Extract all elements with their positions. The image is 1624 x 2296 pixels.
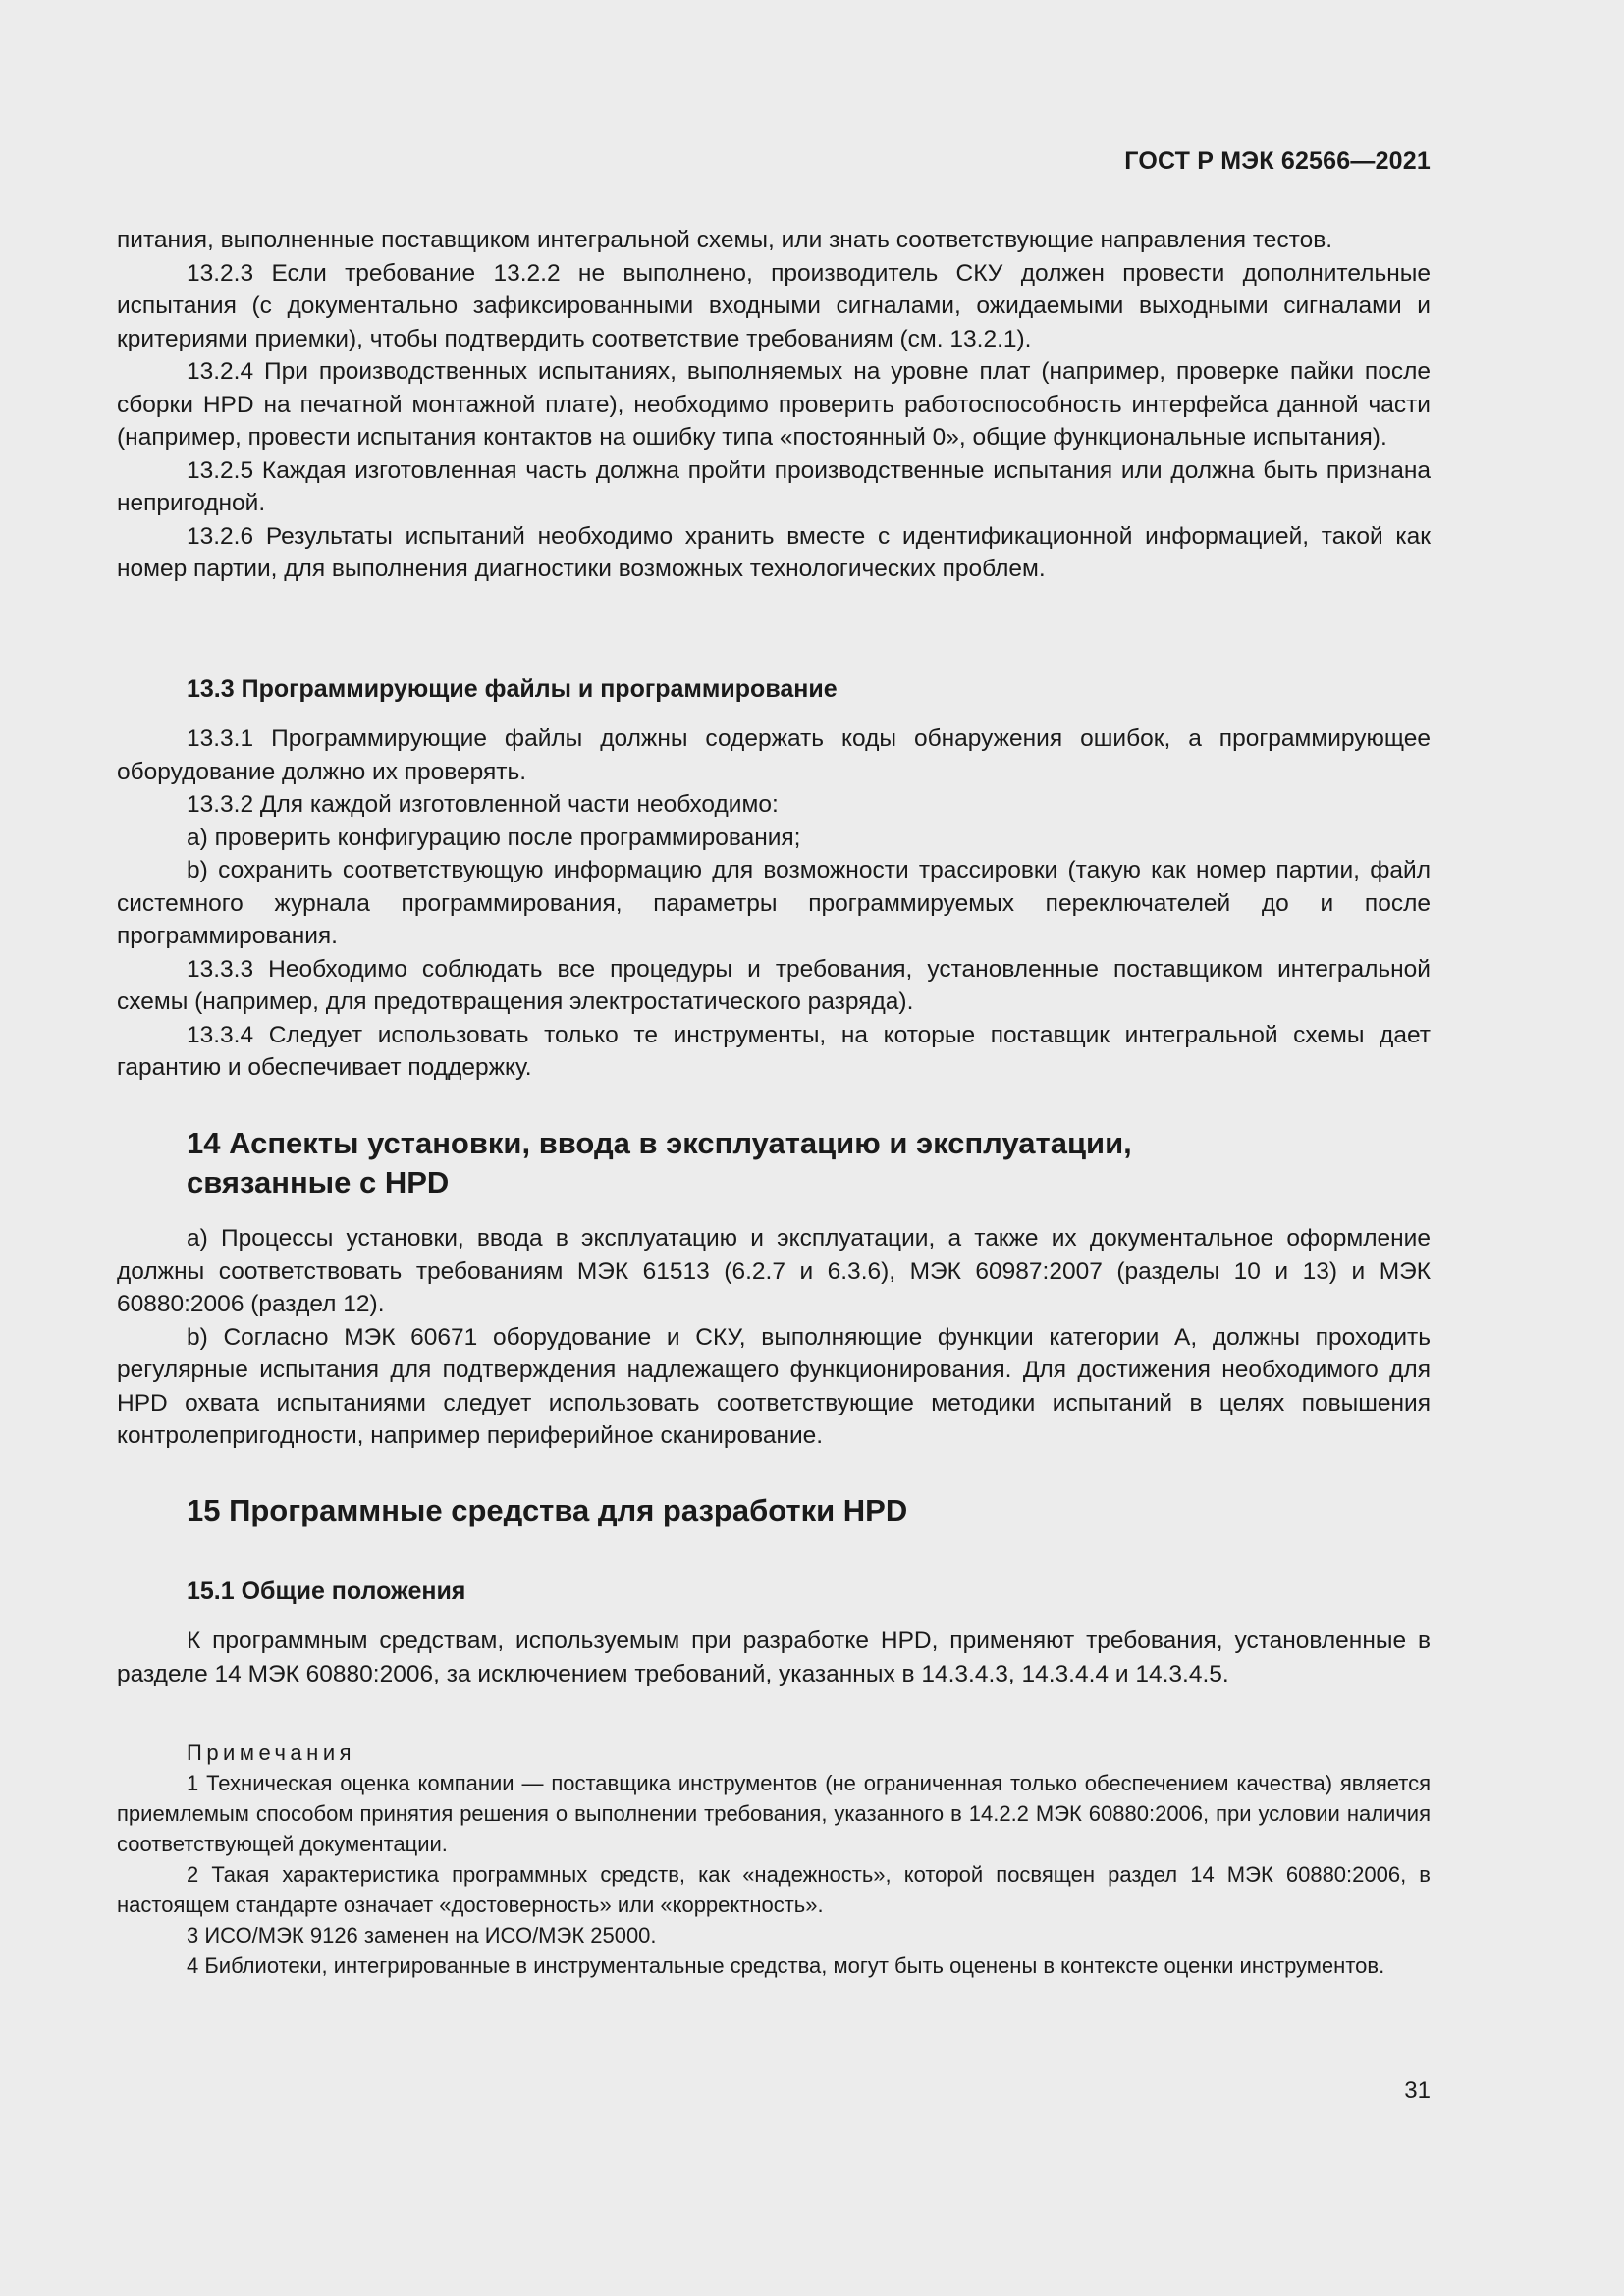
paragraph-13-3-4: 13.3.4 Следует использовать только те инструменты, на которые поставщик интегральной схемы дает гарантию и обеспечивает поддержку. <box>117 1021 1431 1081</box>
heading-15-block <box>117 1491 1431 1530</box>
heading-15: 15 Программные средства для разработки HPD <box>187 1493 908 1527</box>
paragraph-13-2-6: 13.2.6 Результаты испытаний необходимо хранить вместе с идентификационной информацией, такой как номер партии, для выполнения диагностики возможных технологических проблем. <box>117 522 1431 582</box>
note-2: 2 Такая характеристика программных средств, как «надежность», которой посвящен раздел 14 МЭК 60880:2006, в настоящем стандарте означает «достоверность» или «корректность». <box>117 1862 1431 1917</box>
paragraph-continuation: питания, выполненные поставщиком интегральной схемы, или знать соответствующие направления тестов. <box>117 227 1333 253</box>
list-item-a: а) проверить конфигурацию после программирования; <box>187 824 801 851</box>
notes-title: Примечания <box>187 1740 356 1765</box>
heading-14-block <box>117 1124 1431 1202</box>
heading-14-line-1: 14 Аспекты установки, ввода в эксплуатацию и эксплуатации, <box>187 1126 1132 1160</box>
section-15-1-block <box>117 1625 1431 1690</box>
paragraph-15-1: К программным средствам, используемым при разработке HPD, применяют требования, установленные в разделе 14 МЭК 60880:2006, за исключением требований, указанных в 14.3.4.3, 14.3.4.4 и 14.3.4.5. <box>117 1628 1431 1687</box>
note-1: 1 Техническая оценка компании — поставщика инструментов (не ограниченная только обеспечением качества) является приемлемым способом принятия решения о выполнении требования, указанного в 14.2.2 МЭК 60880:2006, при условии наличия соответствующей документации. <box>117 1771 1431 1856</box>
heading-15-1-block <box>117 1575 1431 1609</box>
section-13-3-block <box>117 722 1431 1085</box>
paragraph-14-b: b) Согласно МЭК 60671 оборудование и СКУ, выполняющие функции категории А, должны проходить регулярные испытания для подтверждения надлежащего функционирования. Для достижения необходимого для HPD охвата испытаниями следует использовать соответствующие методики испытаний в целях повышения контролепригодности, например периферийное сканирование. <box>117 1323 1431 1449</box>
notes-block <box>117 1737 1431 1981</box>
paragraph-13-3-1: 13.3.1 Программирующие файлы должны содержать коды обнаружения ошибок, а программирующее оборудование должно их проверять. <box>117 725 1431 785</box>
heading-15-1: 15.1 Общие положения <box>187 1577 466 1605</box>
heading-13-3-block <box>117 673 1431 707</box>
list-item-b: b) сохранить соответствующую информацию для возможности трассировки (такую как номер партии, файл системного журнала программирования, параметры программируемых переключателей до и после программирования. <box>117 857 1431 949</box>
paragraph-13-2-3: 13.2.3 Если требование 13.2.2 не выполнено, производитель СКУ должен провести дополнительные испытания (с документально зафиксированными входными сигналами, ожидаемыми выходными сигналами и критериями приемки), чтобы подтвердить соответствие требованиям (см. 13.2.1). <box>117 259 1431 352</box>
paragraph-13-3-2: 13.3.2 Для каждой изготовленной части необходимо: <box>187 791 779 818</box>
document-code-header: ГОСТ Р МЭК 62566—2021 <box>1124 147 1431 175</box>
heading-14-line-2: связанные с HPD <box>187 1165 450 1200</box>
paragraph-14-a: а) Процессы установки, ввода в эксплуатацию и эксплуатации, а также их документальное оформление должны соответствовать требованиям МЭК 61513 (6.2.7 и 6.3.6), МЭК 60987:2007 (разделы 10 и 13) и МЭК 60880:2006 (раздел 12). <box>117 1225 1431 1317</box>
section-14-block <box>117 1222 1431 1453</box>
section-13-2-block <box>117 224 1431 586</box>
heading-13-3: 13.3 Программирующие файлы и программирование <box>187 675 838 703</box>
paragraph-13-2-4: 13.2.4 При производственных испытаниях, выполняемых на уровне плат (например, проверке пайки после сборки HPD на печатной монтажной плате), необходимо проверить работоспособность интерфейса данной части (например, провести испытания контактов на ошибку типа «постоянный 0», общие функциональные испытания). <box>117 358 1431 451</box>
note-4: 4 Библиотеки, интегрированные в инструментальные средства, могут быть оценены в контексте оценки инструментов. <box>187 1953 1385 1978</box>
page-number: 31 <box>1404 2077 1431 2104</box>
paragraph-13-3-3: 13.3.3 Необходимо соблюдать все процедуры и требования, установленные поставщиком интегральной схемы (например, для предотвращения электростатического разряда). <box>117 955 1431 1015</box>
note-3: 3 ИСО/МЭК 9126 заменен на ИСО/МЭК 25000. <box>187 1923 657 1948</box>
paragraph-13-2-5: 13.2.5 Каждая изготовленная часть должна пройти производственные испытания или должна быть признана непригодной. <box>117 456 1431 516</box>
